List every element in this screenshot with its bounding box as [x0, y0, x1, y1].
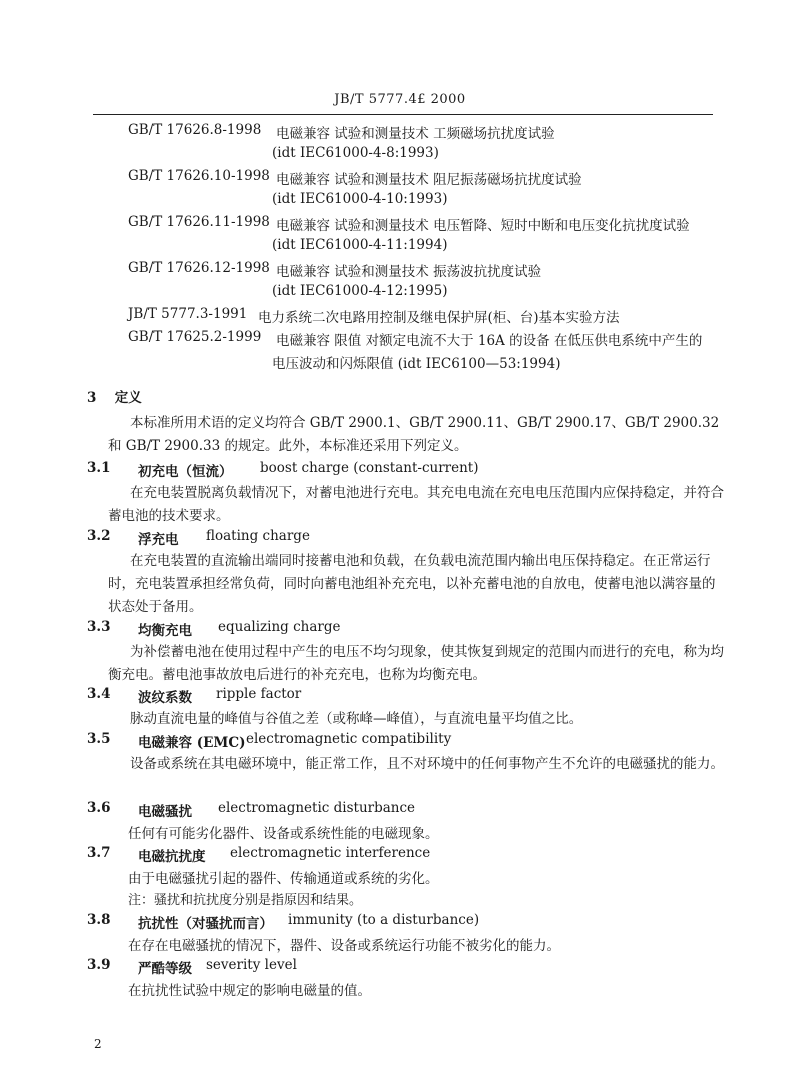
reference-code: GB/T 17626.12-1998	[128, 260, 270, 276]
term-chinese: 浮充电	[138, 532, 179, 548]
term-chinese: 抗扰性（对骚扰而言）	[138, 916, 273, 932]
term-english: electromagnetic compatibility	[246, 731, 452, 747]
term-number: 3.9	[87, 957, 111, 973]
term-definition: 为补偿蓄电池在使用过程中产生的电压不均匀现象，使其恢复到规定的范围内而进行的充电，称为均衡充电。蓄电池事故放电后进行的补充充电，也称为均衡充电。	[108, 644, 724, 683]
term-definition: 在充电装置脱离负载情况下，对蓄电池进行充电。其充电电流在充电电压范围内应保持稳定，并符合蓄电池的技术要求。	[108, 485, 724, 524]
reference-code: JB/T 5777.3-1991	[128, 306, 248, 322]
page-number: 2	[94, 1037, 102, 1051]
reference-list	[0, 122, 800, 375]
reference-idt: (idt IEC61000-4-10:1993)	[272, 191, 448, 207]
term-english: equalizing charge	[218, 619, 341, 635]
term-definition: 任何有可能劣化器件、设备或系统性能的电磁现象。	[128, 826, 439, 842]
term-chinese: 初充电（恒流）	[138, 464, 233, 480]
term-english: electromagnetic disturbance	[218, 800, 416, 816]
term-number: 3.4	[87, 686, 111, 702]
reference-code: GB/T 17626.8-1998	[128, 122, 262, 138]
term-number: 3.7	[87, 845, 111, 861]
reference-item	[0, 260, 800, 306]
section-heading	[87, 386, 142, 406]
term-english: ripple factor	[216, 686, 302, 702]
reference-item	[0, 329, 800, 375]
reference-item	[0, 306, 800, 329]
term-english: electromagnetic interference	[230, 845, 431, 861]
term-definition: 在存在电磁骚扰的情况下，器件、设备或系统运行功能不被劣化的能力。	[128, 938, 560, 954]
reference-title: 电磁兼容 试验和测量技术 振荡波抗扰度试验	[276, 264, 542, 280]
term-number: 3.8	[87, 912, 111, 928]
term-number: 3.5	[87, 731, 111, 747]
term-definition: 设备或系统在其电磁环境中，能正常工作，且不对环境中的任何事物产生不允许的电磁骚扰的能力。	[130, 756, 724, 772]
term-chinese: 严酷等级	[138, 961, 192, 977]
reference-idt: (idt IEC61000-4-11:1994)	[272, 237, 448, 253]
reference-item	[0, 168, 800, 214]
term-chinese: 电磁抗扰度	[138, 849, 206, 865]
reference-title: 电磁兼容 限值 对额定电流不大于 16A 的设备 在低压供电系统中产生的	[276, 333, 703, 349]
term-definition: 在充电装置的直流输出端同时接蓄电池和负载，在负载电流范围内输出电压保持稳定。在正常运行时，充电装置承担经常负荷，同时向蓄电池组补充充电，以补充蓄电池的自放电，使蓄电池以满容量的状态处于备用。	[108, 553, 716, 615]
reference-title: 电力系统二次电路用控制及继电保护屏(柜、台)基本实验方法	[258, 310, 620, 326]
term-english: immunity (to a disturbance)	[288, 912, 480, 928]
reference-title-continued: 电压波动和闪烁限值 (idt IEC6100—53:1994)	[272, 356, 561, 372]
reference-code: GB/T 17626.11-1998	[128, 214, 270, 230]
term-number: 3.1	[87, 460, 111, 476]
term-english: severity level	[206, 957, 297, 973]
section-title: 定义	[114, 390, 142, 406]
reference-title: 电磁兼容 试验和测量技术 阻尼振荡磁场抗扰度试验	[276, 172, 582, 188]
term-definition: 脉动直流电量的峰值与谷值之差（或称峰—峰值），与直流电量平均值之比。	[130, 711, 583, 727]
term-english: boost charge (constant-current)	[260, 460, 479, 476]
term-chinese: 电磁骚扰	[138, 804, 192, 820]
reference-title: 电磁兼容 试验和测量技术 电压暂降、短时中断和电压变化抗扰度试验	[276, 218, 690, 234]
reference-code: GB/T 17625.2-1999	[128, 329, 262, 345]
reference-item	[0, 214, 800, 260]
term-number: 3.6	[87, 800, 111, 816]
reference-code: GB/T 17626.10-1998	[128, 168, 270, 184]
term-number: 3.3	[87, 619, 111, 635]
term-definition: 由于电磁骚扰引起的器件、传输通道或系统的劣化。	[128, 871, 439, 887]
standard-code-header: JB/T 5777.4£ 2000	[334, 92, 466, 107]
term-chinese: 电磁兼容 (EMC)	[138, 735, 246, 751]
reference-idt: (idt IEC61000-4-8:1993)	[272, 145, 439, 161]
reference-idt: (idt IEC61000-4-12:1995)	[272, 283, 448, 299]
term-chinese: 波纹系数	[138, 690, 192, 706]
section-number: 3	[87, 390, 97, 406]
term-definition: 在抗扰性试验中规定的影响电磁量的值。	[128, 983, 371, 999]
reference-item	[0, 122, 800, 168]
term-english: floating charge	[206, 528, 310, 544]
reference-title: 电磁兼容 试验和测量技术 工频磁场抗扰度试验	[276, 126, 555, 142]
term-chinese: 均衡充电	[138, 623, 192, 639]
header-rule	[93, 114, 713, 115]
term-note: 注：骚扰和抗扰度分别是指原因和结果。	[128, 893, 363, 908]
section-intro: 本标准所用术语的定义均符合 GB/T 2900.1、GB/T 2900.11、GB/T 2900.17、GB/T 2900.32 和 GB/T 2900.33 的规定。此外，本标准还采用下列定义。	[108, 415, 720, 454]
term-number: 3.2	[87, 528, 111, 544]
